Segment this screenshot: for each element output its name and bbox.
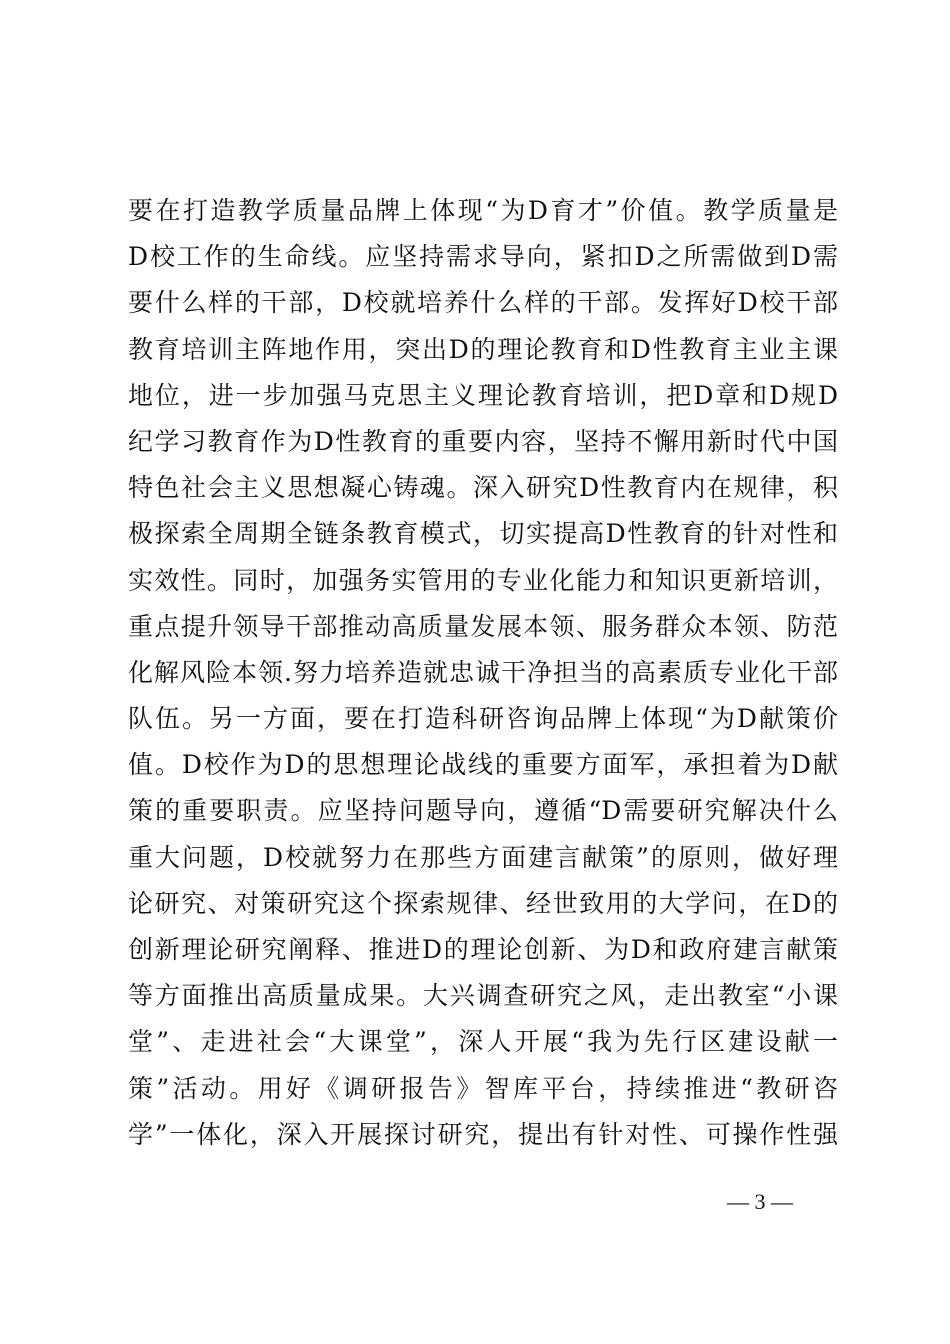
text-line: 值。D校作为D的思想理论战线的重要方面军，承担着为D献 bbox=[128, 750, 838, 780]
text-line: 实效性。同时，加强务实管用的专业化能力和知识更新培训， bbox=[128, 565, 838, 595]
text-line: 创新理论研究阐释、推进D的理论创新、为D和政府建言献策 bbox=[128, 935, 838, 964]
text-line: 地位，进一步加强马克思主义理论教育培训，把D章和D规D bbox=[128, 380, 838, 410]
text-line: 堂”、走进社会“大课堂”，深人开展“我为先行区建设献一 bbox=[128, 1027, 838, 1057]
text-line: 队伍。另一方面，要在打造科研咨询品牌上体现“为D献策价 bbox=[128, 704, 838, 734]
text-line: 学”一体化，深入开展探讨研究，提出有针对性、可操作性强 bbox=[128, 1119, 838, 1149]
page-number: — 3 — bbox=[727, 1189, 793, 1214]
text-line: 化解风险本领.努力培养造就忠诚干净担当的高素质专业化干部 bbox=[128, 657, 838, 687]
body-paragraph bbox=[128, 188, 838, 1158]
text-line: 极探索全周期全链条教育模式，切实提高D性教育的针对性和 bbox=[128, 519, 838, 549]
text-line: 策”活动。用好《调研报告》智库平台，持续推进“教研咨 bbox=[128, 1073, 838, 1103]
text-line: 重大问题，D校就努力在那些方面建言献策”的原则，做好理 bbox=[128, 842, 838, 872]
text-line: 等方面推出高质量成果。大兴调查研究之风，走出教室“小课 bbox=[128, 981, 838, 1011]
text-line: 要在打造教学质量品牌上体现“为D育才”价值。教学质量是 bbox=[128, 196, 838, 225]
text-line: D校工作的生命线。应坚持需求导向，紧扣D之所需做到D需 bbox=[128, 242, 838, 272]
text-line: 特色社会主义思想凝心铸魂。深入研究D性教育内在规律，积 bbox=[128, 473, 838, 503]
text-line: 要什么样的干部，D校就培养什么样的干部。发挥好D校干部 bbox=[128, 288, 838, 318]
text-line: 纪学习教育作为D性教育的重要内容，坚持不懈用新时代中国 bbox=[128, 426, 838, 456]
text-line: 策的重要职责。应坚持问题导向，遵循“D需要研究解决什么 bbox=[128, 796, 838, 826]
text-line: 论研究、对策研究这个探索规律、经世致用的大学问，在D的 bbox=[128, 888, 838, 918]
text-line: 重点提升领导干部推动高质量发展本领、服务群众本领、防范 bbox=[128, 611, 838, 641]
text-line: 教育培训主阵地作用，突出D的理论教育和D性教育主业主课 bbox=[128, 334, 838, 364]
